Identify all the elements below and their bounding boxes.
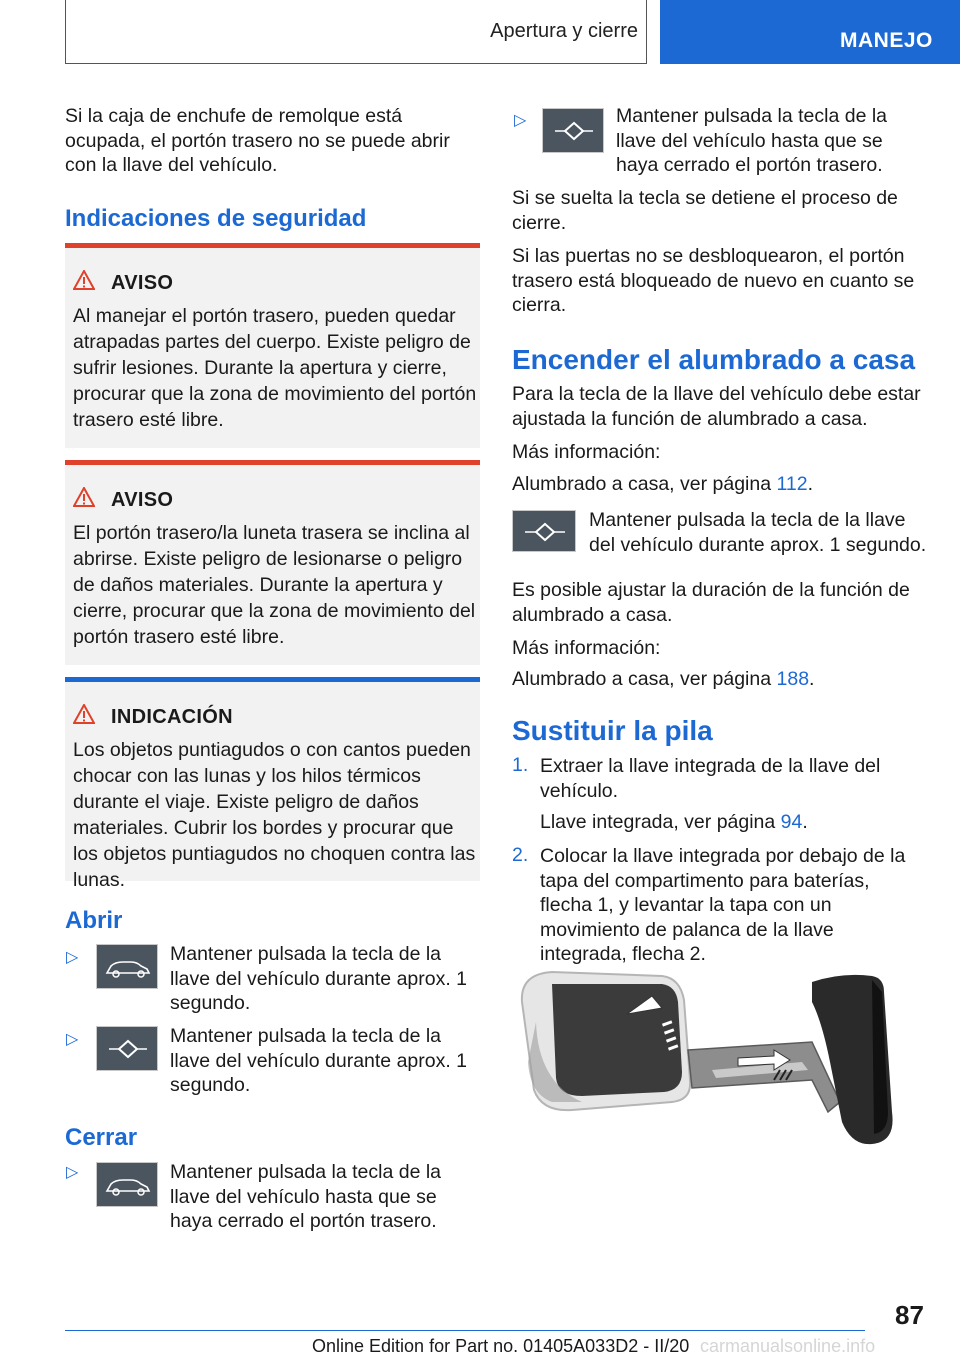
step-1-number: 1. bbox=[512, 754, 529, 776]
home-ref-1-page-link[interactable]: 112 bbox=[776, 473, 808, 495]
bullet-triangle-icon: ▷ bbox=[514, 112, 527, 129]
section-title: Apertura y cierre bbox=[490, 20, 638, 42]
step-2-number: 2. bbox=[512, 844, 529, 866]
step-2-text: Colocar la llave integrada por debajo de la tapa del compartimento para baterías, flecha 1, y levantar la tapa con un movimiento de palanca de la llave integrada, flecha 2. bbox=[540, 845, 906, 965]
step-1-text: Extraer la llave integrada de la llave del vehículo. bbox=[540, 755, 881, 802]
step-1-ref: Llave integrada, ver página 94. bbox=[540, 811, 808, 833]
close-item-1-text: Mantener pulsada la tecla de la llave del vehículo hasta que se haya cerrado el portón trasero. bbox=[170, 1161, 442, 1232]
safety-heading: Indicaciones de seguridad bbox=[65, 205, 367, 232]
unlock-key-button-icon bbox=[512, 510, 576, 552]
warning-title: AVISO bbox=[111, 272, 174, 294]
more-info-2: Más información: bbox=[512, 637, 661, 659]
home-ref-2-page-link[interactable]: 188 bbox=[776, 668, 810, 690]
car-key-button-icon bbox=[96, 944, 158, 989]
page-number: 87 bbox=[895, 1300, 924, 1330]
close-heading: Cerrar bbox=[65, 1124, 138, 1151]
release-text: Si se suelta la tecla se detiene el proceso de cierre. bbox=[512, 187, 898, 234]
warning-icon bbox=[73, 487, 95, 507]
warning-box-1 bbox=[65, 243, 480, 448]
home-key-text: Mantener pulsada la tecla de la llave del vehículo durante aprox. 1 segundo. bbox=[589, 509, 927, 556]
warning-body: Al manejar el portón trasero, pueden quedar atrapadas partes del cuerpo. Existe peligro de sufrir lesiones. Durante la apertura y cierre, procurar que la zona de movimiento del portón trasero esté libre. bbox=[73, 305, 477, 431]
notice-title: INDICACIÓN bbox=[111, 706, 233, 728]
open-item-1-text: Mantener pulsada la tecla de la llave del vehículo durante aprox. 1 segundo. bbox=[170, 943, 468, 1014]
step-1-ref-page-link[interactable]: 94 bbox=[780, 811, 803, 833]
home-ref-2: Alumbrado a casa, ver página 188. bbox=[512, 668, 815, 690]
battery-heading: Sustituir la pila bbox=[512, 715, 713, 746]
home-ref-2-text: Alumbrado a casa, ver página bbox=[512, 668, 777, 690]
more-info-1: Más información: bbox=[512, 441, 661, 463]
step-1-ref-text: Llave integrada, ver página bbox=[540, 811, 781, 833]
home-paragraph-2: Es posible ajustar la duración de la función de alumbrado a casa. bbox=[512, 579, 910, 626]
chapter-tab[interactable] bbox=[660, 0, 960, 64]
close-item-2-text: Mantener pulsada la tecla de la llave del vehículo hasta que se haya cerrado el portón trasero. bbox=[616, 105, 888, 176]
home-heading: Encender el alumbrado a casa bbox=[512, 344, 916, 375]
edition-text: Online Edition for Part no. 01405A033D2 - II/20 bbox=[312, 1336, 690, 1356]
car-key-button-icon bbox=[96, 1162, 158, 1207]
key-battery-illustration bbox=[512, 962, 912, 1162]
warning-body: El portón trasero/la luneta trasera se inclina al abrirse. Existe peligro de lesionarse o peligro de daños materiales. Durante la apertura y cierre, procurar que la zona de movimiento del portón trasero esté libre. bbox=[73, 522, 476, 648]
bullet-triangle-icon: ▷ bbox=[66, 1031, 79, 1048]
bullet-triangle-icon: ▷ bbox=[66, 1164, 79, 1181]
notice-warning-icon bbox=[73, 704, 95, 724]
warning-icon bbox=[73, 270, 95, 290]
warning-title: AVISO bbox=[111, 489, 174, 511]
warning-box-2 bbox=[65, 460, 480, 665]
open-heading: Abrir bbox=[65, 907, 123, 934]
watermark: carmanualsonline.info bbox=[700, 1336, 876, 1356]
locked-text: Si las puertas no se desbloquearon, el portón trasero está bloqueado de nuevo en cuanto se cierra. bbox=[512, 245, 915, 316]
unlock-key-button-icon bbox=[96, 1026, 158, 1071]
unlock-key-button-icon bbox=[542, 108, 604, 153]
notice-box bbox=[65, 677, 480, 891]
home-paragraph-1: Para la tecla de la llave del vehículo debe estar ajustada la función de alumbrado a casa. bbox=[512, 383, 921, 430]
notice-body: Los objetos puntiagudos o con cantos pueden chocar con las lunas y los hilos térmicos durante el viaje. Existe peligro de daños materiales. Cubrir los bordes y procurar que los objetos puntiagudos no choquen contra las lunas. bbox=[73, 739, 476, 891]
footer-divider bbox=[65, 1330, 865, 1331]
home-ref-1: Alumbrado a casa, ver página 112. bbox=[512, 473, 814, 495]
intro-text: Si la caja de enchufe de remolque está ocupada, el portón trasero no se puede abrir con la llave del vehículo. bbox=[65, 105, 450, 176]
chapter-tab-label: MANEJO bbox=[840, 29, 933, 52]
bullet-triangle-icon: ▷ bbox=[66, 949, 79, 966]
home-ref-1-text: Alumbrado a casa, ver página bbox=[512, 473, 777, 495]
open-item-2-text: Mantener pulsada la tecla de la llave del vehículo durante aprox. 1 segundo. bbox=[170, 1025, 468, 1096]
